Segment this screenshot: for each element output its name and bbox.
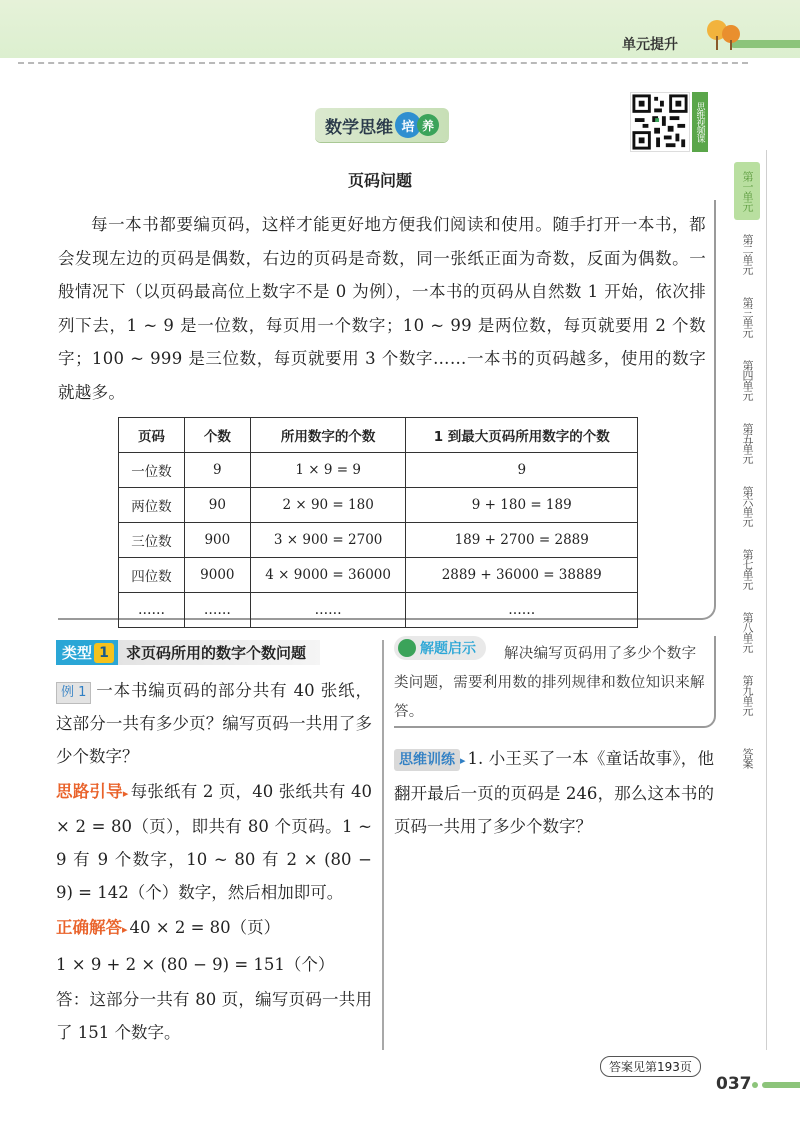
- tab-unit-3[interactable]: 第三单元: [741, 297, 754, 337]
- tab-unit-8[interactable]: 第八单元: [741, 612, 754, 652]
- table-header-cell: 个数: [184, 418, 250, 453]
- table-cell: 3 × 900 = 2700: [250, 523, 406, 558]
- tab-answers[interactable]: 答案: [741, 748, 754, 768]
- training-question: 1. 小王买了一本《童话故事》，他翻开最后一页的页码是 246，那么这本书的页码一共用了多少个数字？: [394, 749, 714, 836]
- table-cell: 四位数: [119, 558, 185, 593]
- section-badge-1: 培: [395, 112, 421, 138]
- example-column: [56, 674, 372, 1051]
- training-tag: 思维训练: [394, 749, 460, 771]
- table-cell: 90: [184, 488, 250, 523]
- topic-title: 页码问题: [347, 171, 412, 190]
- answer-line-1: [56, 911, 372, 946]
- answer-conclusion: 答：这部分一共有 80 页，编写页码一共用了 151 个数字。: [56, 990, 372, 1042]
- table-cell: 189 + 2700 = 2889: [406, 523, 638, 558]
- arrow-icon: ▸: [122, 787, 129, 800]
- tab-unit-6[interactable]: 第六单元: [741, 486, 754, 526]
- tab-unit-7[interactable]: 第七单元: [741, 549, 754, 589]
- training-block: [394, 742, 714, 843]
- type-1-header: [56, 640, 320, 665]
- header-divider: [18, 62, 748, 64]
- table-row: [119, 523, 638, 558]
- table-cell: 9: [406, 453, 638, 488]
- arrow-icon: ▸: [460, 754, 466, 767]
- type-tag: [56, 640, 118, 665]
- intro-paragraph: 每一本书都要编页码，这样才能更好地方便我们阅读和使用。随手打开一本书，都会发现左边的页码是偶数，右边的页码是奇数，同一张纸正面为奇数，反面为偶数。一般情况下（以页码最高位上数字不是 0 为例），一本书的页码从自然数 1 开始，依次排列下去，1 ~ 9 是一位数，每页用一个数字；10 ~ 99 是两位数，每页就要用 2 个数字；100 ~ 999 是三位数，每页就要用 3 个数字……一本书的页码越多，使用的数字就越多。: [58, 215, 706, 402]
- table-row: [119, 558, 638, 593]
- unit-title: 单元提升: [622, 37, 678, 53]
- tab-unit-2[interactable]: 第二单元: [741, 234, 754, 274]
- tab-unit-9[interactable]: 第九单元: [741, 675, 754, 715]
- table-cell: 9 + 180 = 189: [406, 488, 638, 523]
- table-cell: 900: [184, 523, 250, 558]
- hint-tag: [394, 636, 486, 660]
- tab-unit-5[interactable]: 第五单元: [741, 423, 754, 463]
- guide-paragraph: [56, 775, 372, 909]
- example-question: [56, 674, 372, 773]
- table-cell: 2 × 90 = 180: [250, 488, 406, 523]
- page-bar: [762, 1082, 800, 1088]
- table-cell: ……: [406, 593, 638, 628]
- table-cell: 4 × 9000 = 36000: [250, 558, 406, 593]
- hint-tag-label: 解题启示: [420, 641, 476, 657]
- section-pill: [315, 108, 449, 142]
- table-cell: 2889 + 36000 = 38889: [406, 558, 638, 593]
- page-dot: [752, 1082, 758, 1088]
- guide-label: 思路引导: [56, 782, 123, 801]
- answer-calc-2: 1 × 9 + 2 × (80 − 9) = 151（个）: [56, 955, 335, 974]
- table-cell: 9000: [184, 558, 250, 593]
- table-header-row: [119, 418, 638, 453]
- tab-unit-4[interactable]: 第四单元: [741, 360, 754, 400]
- table-row: [119, 453, 638, 488]
- page-number-table: [118, 417, 638, 628]
- column-divider: [382, 640, 384, 1050]
- table-header-cell: 所用数字的个数: [250, 418, 406, 453]
- table-cell: 一位数: [119, 453, 185, 488]
- lightbulb-icon: [398, 639, 416, 657]
- example-tag: 例 1: [56, 682, 91, 704]
- type-tag-label: 类型: [62, 644, 93, 662]
- hint-text: 解决编写页码用了多少个数字类问题，需要利用数的排列规律和数位知识来解答。: [394, 646, 705, 720]
- example-text: 一本书编页码的部分共有 40 张纸，这部分一共有多少页？编写页码一共用了多少个数字？: [56, 681, 372, 766]
- section-badge-2: 养: [417, 114, 439, 136]
- qr-label: 思维视频课: [692, 92, 708, 152]
- section-header: [296, 108, 468, 142]
- table-cell: ……: [119, 593, 185, 628]
- table-header-cell: 1 到最大页码所用数字的个数: [406, 418, 638, 453]
- table-header-cell: 页码: [119, 418, 185, 453]
- type-title: 求页码所用的数字个数问题: [118, 640, 320, 665]
- table-row: [119, 593, 638, 628]
- arrow-icon: ▸: [122, 923, 128, 936]
- page-number: 037: [716, 1074, 752, 1094]
- type-number: 1: [94, 643, 114, 663]
- section-title: 数学思维: [325, 117, 393, 138]
- table-cell: ……: [184, 593, 250, 628]
- table-cell: 三位数: [119, 523, 185, 558]
- top-band: [0, 0, 800, 58]
- table-cell: 1 × 9 = 9: [250, 453, 406, 488]
- table-cell: ……: [250, 593, 406, 628]
- trees-icon: [705, 18, 745, 52]
- answer-reference: 答案见第193页: [600, 1056, 701, 1077]
- tab-unit-1[interactable]: 第一单元: [734, 162, 760, 220]
- unit-tabs: [734, 162, 760, 792]
- table-row: [119, 488, 638, 523]
- qr-code-icon[interactable]: [630, 92, 690, 152]
- table-cell: 两位数: [119, 488, 185, 523]
- answer-calc-1: 40 × 2 = 80（页）: [129, 918, 281, 937]
- side-divider: [766, 150, 767, 1050]
- table-cell: 9: [184, 453, 250, 488]
- guide-text: 每张纸有 2 页，40 张纸共有 40 × 2 = 80（页），即共有 80 个页码。1 ~ 9 有 9 个数字，10 ~ 80 有 2 × (80 − 9) = 142（个）数字，然后相加即可。: [56, 782, 373, 902]
- answer-label: 正确解答: [56, 918, 122, 937]
